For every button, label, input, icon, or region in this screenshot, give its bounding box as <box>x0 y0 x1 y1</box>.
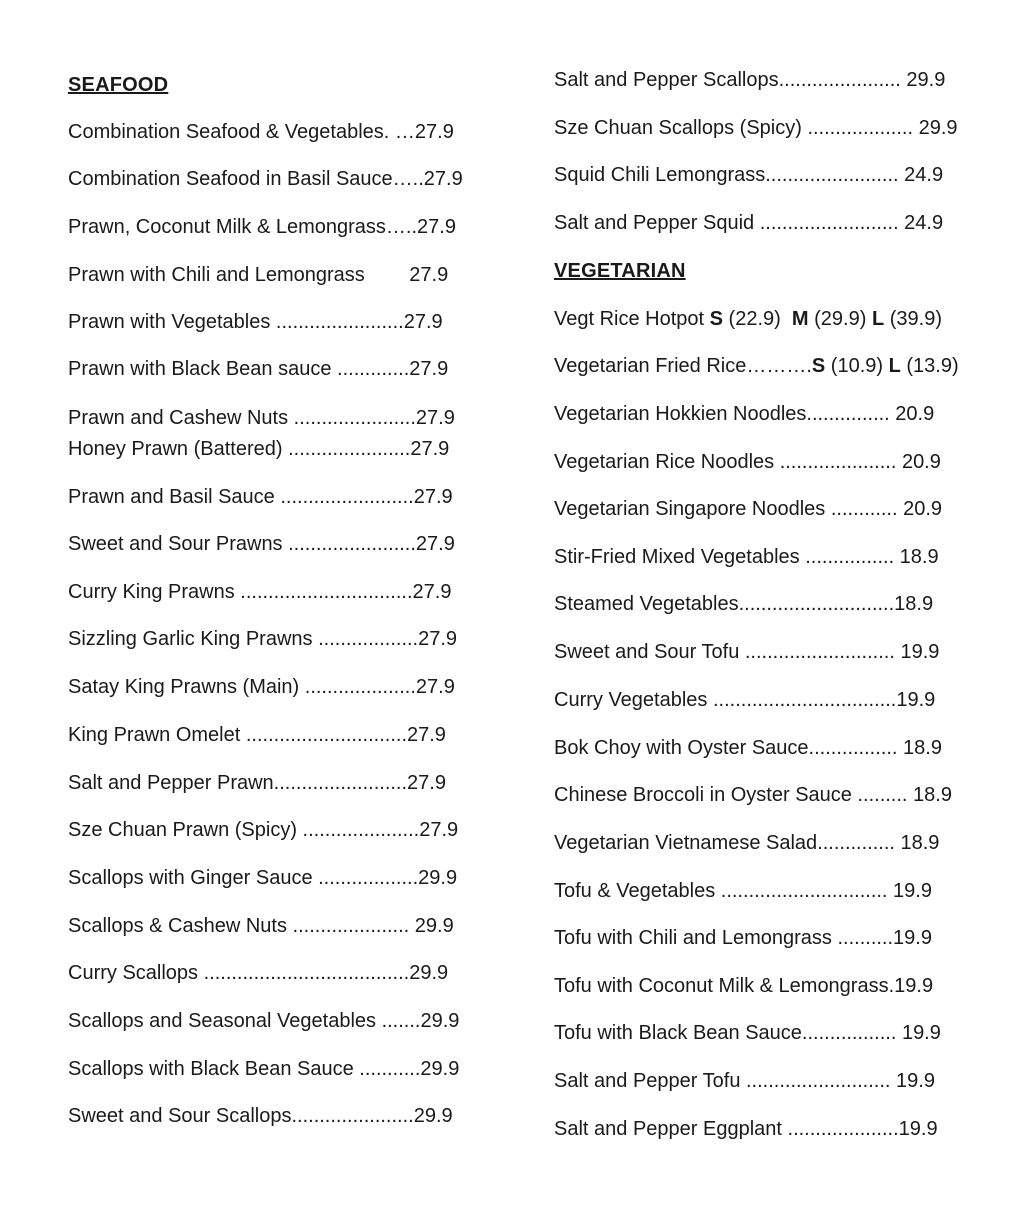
menu-item: Sweet and Sour Tofu ........................... 19.9 <box>554 641 940 663</box>
menu-item: Sze Chuan Prawn (Spicy) .....................27.9 <box>68 819 459 841</box>
menu-item: Scallops with Black Bean Sauce ...........29.9 <box>68 1058 460 1080</box>
menu-item: Curry Scallops .....................................29.9 <box>68 962 449 984</box>
menu-item: Curry King Prawns ...............................27.9 <box>68 581 452 603</box>
size-price: (39.9) <box>884 308 942 330</box>
menu-item: Vegetarian Vietnamese Salad.............. 18.9 <box>554 832 940 854</box>
menu-item: King Prawn Omelet .............................27.9 <box>68 724 446 746</box>
menu-item: Vegetarian Hokkien Noodles............... 20.9 <box>554 403 935 425</box>
menu-item: Salt and Pepper Scallops...................... 29.9 <box>554 69 946 91</box>
size-price: (22.9) <box>723 308 792 330</box>
size-price: (13.9) <box>900 355 959 377</box>
menu-item: Vegetarian Rice Noodles ..................... 20.9 <box>554 451 941 473</box>
size-price: (29.9) <box>808 308 872 330</box>
menu-item: Tofu with Black Bean Sauce................. 19.9 <box>554 1022 941 1044</box>
menu-item: Salt and Pepper Prawn........................27.9 <box>68 772 446 794</box>
menu-item: Scallops and Seasonal Vegetables .......29.9 <box>68 1010 460 1032</box>
size-label: S <box>811 355 826 377</box>
item-name: Vegt Rice Hotpot <box>554 308 710 330</box>
menu-item: Tofu with Coconut Milk & Lemongrass.19.9 <box>554 975 934 997</box>
size-label: L <box>888 355 901 377</box>
menu-item-fried-rice <box>554 351 959 381</box>
menu-item: Salt and Pepper Eggplant ....................19.9 <box>554 1118 938 1140</box>
menu-item: Prawn with Vegetables .......................27.9 <box>68 311 443 333</box>
menu-item: Prawn and Basil Sauce ........................27.9 <box>68 486 453 508</box>
menu-item: Curry Vegetables .................................19.9 <box>554 689 936 711</box>
menu-item: Prawn with Black Bean sauce .............27.9 <box>68 358 449 380</box>
size-label: M <box>791 308 809 330</box>
menu-item: Sweet and Sour Scallops......................29.9 <box>68 1105 453 1127</box>
menu-item: Scallops with Ginger Sauce ..................29.9 <box>68 867 458 889</box>
size-price: (10.9) <box>825 355 889 377</box>
item-name: Vegetarian Fried Rice………. <box>554 355 812 377</box>
vegetarian-heading: VEGETARIAN <box>554 260 686 282</box>
menu-item: Sizzling Garlic King Prawns ..................27.9 <box>68 628 458 650</box>
menu-item: Tofu with Chili and Lemongrass ..........19.9 <box>554 927 932 949</box>
menu-item: Salt and Pepper Squid ......................... 24.9 <box>554 212 944 234</box>
menu-item: Squid Chili Lemongrass........................ 24.9 <box>554 164 944 186</box>
menu-item: Honey Prawn (Battered) ......................27.9 <box>68 438 450 460</box>
menu-item-hotpot <box>554 304 942 334</box>
menu-item: Steamed Vegetables............................18.9 <box>554 593 934 615</box>
menu-item: Prawn and Cashew Nuts ......................27.9 <box>68 407 455 429</box>
menu-item: Prawn, Coconut Milk & Lemongrass…..27.9 <box>68 216 456 238</box>
menu-item: Salt and Pepper Tofu .......................... 19.9 <box>554 1070 935 1092</box>
menu-item: Sweet and Sour Prawns .......................27.9 <box>68 533 455 555</box>
menu-item: Combination Seafood in Basil Sauce…..27.9 <box>68 168 463 190</box>
menu-item: Tofu & Vegetables .............................. 19.9 <box>554 880 932 902</box>
size-label: L <box>871 308 885 330</box>
menu-item: Chinese Broccoli in Oyster Sauce ......... 18.9 <box>554 784 952 806</box>
seafood-heading: SEAFOOD <box>68 74 169 96</box>
menu-item: Scallops & Cashew Nuts ..................... 29.9 <box>68 915 454 937</box>
menu-item: Sze Chuan Scallops (Spicy) ................... 29.9 <box>554 117 958 139</box>
menu-item: Combination Seafood & Vegetables. …27.9 <box>68 121 454 143</box>
size-label: S <box>709 308 723 330</box>
menu-item: Stir-Fried Mixed Vegetables ................ 18.9 <box>554 546 939 568</box>
menu-item: Vegetarian Singapore Noodles ............ 20.9 <box>554 498 943 520</box>
menu-item: Bok Choy with Oyster Sauce................ 18.9 <box>554 737 942 759</box>
menu-item: Prawn with Chili and Lemongrass 27.9 <box>68 264 449 286</box>
menu-item: Satay King Prawns (Main) ....................27.9 <box>68 676 455 698</box>
